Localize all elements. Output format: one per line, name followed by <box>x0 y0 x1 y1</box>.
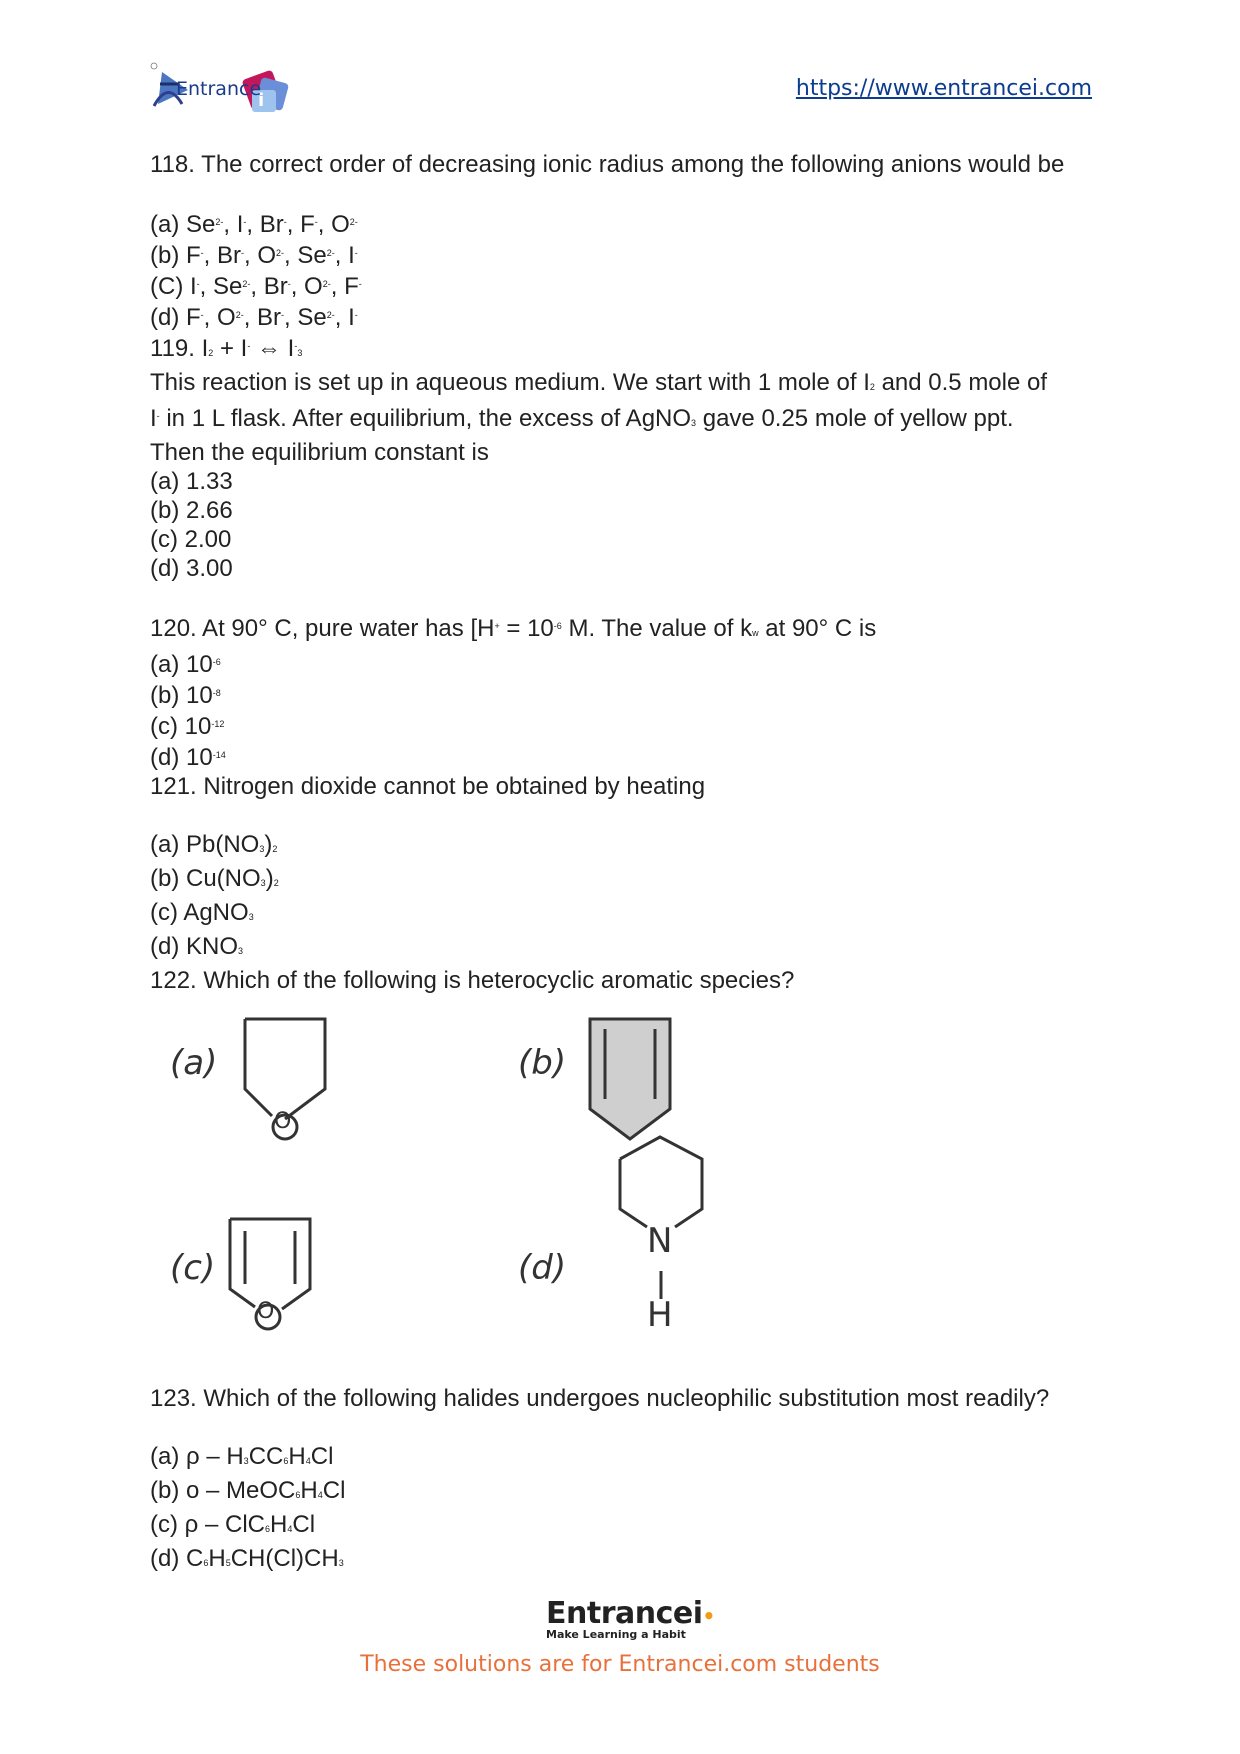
structure-d-label: (d) <box>518 1248 567 1288</box>
structure-d-ring <box>620 1137 702 1227</box>
q123-question: 123. Which of the following halides undergoes nucleophilic substitution most readily? <box>150 1385 1050 1412</box>
q118-option-c[interactable]: (C) I-, $Se^{2-}$, Br-, $O^{2-}$, F- <box>150 273 362 300</box>
structure-c-label: (c) <box>170 1248 216 1288</box>
q122-structures-figure <box>150 999 850 1374</box>
q121-option-d[interactable]: (d) KNO3 <box>150 933 244 960</box>
q118-option-b[interactable]: (b) F-, Br-, $O^{2-}$, $Se^{2-}$, I- <box>150 242 358 269</box>
q120-option-c[interactable]: (c) $10^{-12}$ <box>150 713 225 740</box>
structure-a-ring <box>245 1019 325 1119</box>
structure-b-ring <box>590 1019 670 1139</box>
q119-text-line-1: This reaction is set up in aqueous medium. We start with 1 mole of I2 and 0.5 mole of <box>150 369 1048 396</box>
q123-option-a[interactable]: (a) ρ – H3CC6H4Cl <box>150 1443 334 1470</box>
q120-question: 120. At 90° C, pure water has [$H^+ = 10^{-6}$ M. The value of kw at 90° C is <box>150 615 877 642</box>
q119-option-d[interactable]: (d) 3.00 <box>150 555 233 582</box>
structure-d-nitrogen: N <box>647 1221 673 1261</box>
footer-tagline: Make Learning a Habit <box>546 1628 686 1641</box>
svg-text:i: i <box>258 90 265 111</box>
q120-option-d[interactable]: (d) $10^{-14}$ <box>150 744 226 771</box>
q118-question: 118. The correct order of decreasing ionic radius among the following anions would be <box>150 151 1065 178</box>
footer-note: These solutions are for Entrancei.com students <box>360 1652 880 1677</box>
q120-option-b[interactable]: (b) $10^{-8}$ <box>150 682 221 709</box>
q123-option-b[interactable]: (b) o – MeOC6H4Cl <box>150 1477 346 1504</box>
q119-text-line-2: I- in 1 L flask. After equilibrium, the excess of AgNO3 gave 0.25 mole of yellow ppt. <box>150 405 1014 432</box>
q121-option-b[interactable]: (b) Cu(NO3)2 <box>150 865 279 892</box>
q123-option-c[interactable]: (c) ρ – ClC6H4Cl <box>150 1511 316 1538</box>
q121-option-a[interactable]: (a) Pb(NO3)2 <box>150 831 278 858</box>
footer-brand: Entrancei <box>546 1596 703 1631</box>
website-link[interactable]: https://www.entrancei.com <box>795 76 1092 101</box>
structure-a-oxygen: O <box>274 1109 292 1134</box>
q123-option-d[interactable]: (d) C6H5CH(Cl)CH3 <box>150 1545 344 1572</box>
logo-text: Entrance <box>176 78 262 100</box>
entrancei-logo[interactable] <box>148 60 308 122</box>
q119-equation: 119. I2 + I- ⇔ I-3 <box>150 335 303 362</box>
q122-question: 122. Which of the following is heterocyclic aromatic species? <box>150 967 795 994</box>
structure-c-oxygen: O <box>257 1299 275 1324</box>
q121-question: 121. Nitrogen dioxide cannot be obtained by heating <box>150 773 706 800</box>
q119-option-a[interactable]: (a) 1.33 <box>150 468 233 495</box>
q119-option-b[interactable]: (b) 2.66 <box>150 497 233 524</box>
q118-option-a[interactable]: (a) $Se^{2-}$, I-, Br-, F-, $O^{2-}$ <box>150 211 358 238</box>
structure-b-label: (b) <box>518 1043 567 1083</box>
q120-option-a[interactable]: (a) $10^{-6}$ <box>150 651 221 678</box>
structure-a-label: (a) <box>170 1043 218 1083</box>
structure-c-ring <box>230 1219 310 1309</box>
q121-option-c[interactable]: (c) AgNO3 <box>150 899 254 926</box>
structure-d-hydrogen: H <box>647 1295 673 1335</box>
footer-dot-icon: • <box>702 1604 715 1628</box>
footer-logo <box>546 1596 715 1646</box>
q119-option-c[interactable]: (c) 2.00 <box>150 526 232 553</box>
q118-option-d[interactable]: (d) F-, $O^{2-}$, Br-, $Se^{2-}$, I- <box>150 304 358 331</box>
ring-structures <box>150 999 850 1374</box>
question-content <box>150 150 1095 1578</box>
q119-text-line-3: Then the equilibrium constant is <box>150 439 489 466</box>
